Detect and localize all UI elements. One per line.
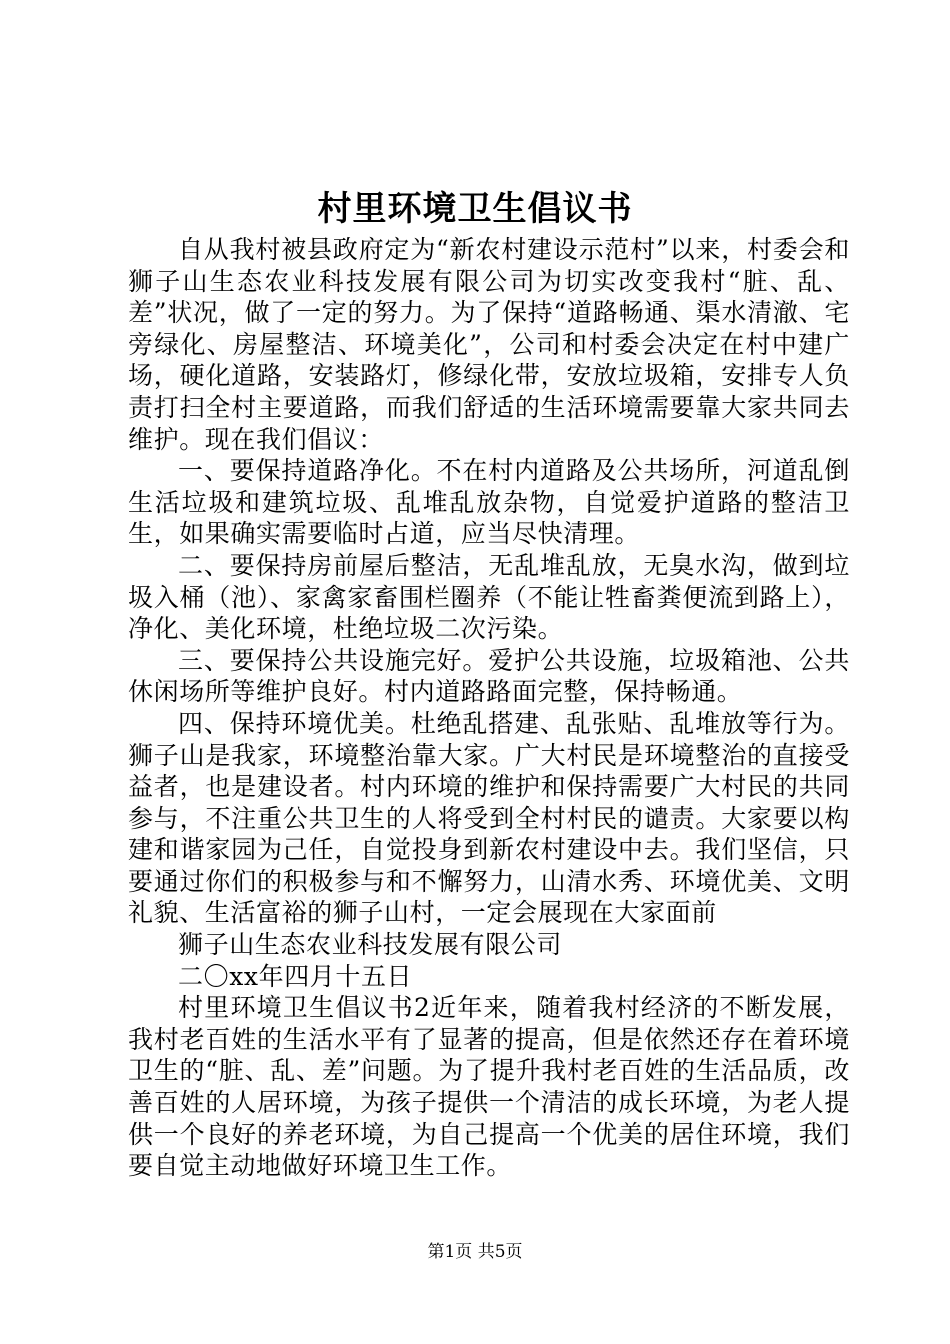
paragraph-second-document: 村里环境卫生倡议书2近年来，随着我村经济的不断发展，我村老百姓的生活水平有了显著的提高，但是依然还存在着环境卫生的“脏、乱、差”问题。为了提升我村老百姓的生活品质，改善百姓的人居环境，为孩子提供一个清洁的成长环境，为老人提供一个良好的养老环境，为自己提高一个优美的居住环境，我们要自觉主动地做好环境卫生工作。 [128,993,850,1181]
paragraph-item-1: 一、要保持道路净化。不在村内道路及公共场所，河道乱倒生活垃圾和建筑垃圾、乱堆乱放杂物，自觉爱护道路的整洁卫生，如果确实需要临时占道，应当尽快清理。 [128,456,850,549]
document-title: 村里环境卫生倡议书 [317,189,633,229]
document-body [128,234,850,1182]
paragraph-item-3: 三、要保持公共设施完好。爱护公共设施，垃圾箱池、公共休闲场所等维护良好。村内道路路面完整，保持畅通。 [128,645,850,707]
paragraph-item-4: 四、保持环境优美。杜绝乱搭建、乱张贴、乱堆放等行为。狮子山是我家，环境整治靠大家。广大村民是环境整治的直接受益者，也是建设者。村内环境的维护和保持需要广大村民的共同参与，不注重公共卫生的人将受到全村村民的谴责。大家要以构建和谐家园为己任，自觉投身到新农村建设中去。我们坚信，只要通过你们的积极参与和不懈努力，山清水秀、环境优美、文明礼貌、生活富裕的狮子山村，一定会展现在大家面前 [128,708,850,928]
signature-date: 二〇xx年四月十五日 [178,961,413,991]
paragraph-item-2: 二、要保持房前屋后整洁，无乱堆乱放，无臭水沟，做到垃圾入桶（池）、家禽家畜围栏圈养（不能让牲畜粪便流到路上），净化、美化环境，杜绝垃圾二次污染。 [128,550,850,644]
signature-organization: 狮子山生态农业科技发展有限公司 [178,930,563,960]
page-number: 第1页 共5页 [427,1242,523,1262]
paragraph-intro: 自从我村被县政府定为“新农村建设示范村”以来，村委会和狮子山生态农业科技发展有限公司为切实改变我村“脏、乱、差”状况，做了一定的努力。为了保持“道路畅通、渠水清澈、宅旁绿化、房屋整洁、环境美化”，公司和村委会决定在村中建广场，硬化道路，安装路灯，修绿化带，安放垃圾箱，安排专人负责打扫全村主要道路，而我们舒适的生活环境需要靠大家共同去维护。现在我们倡议： [128,235,850,454]
